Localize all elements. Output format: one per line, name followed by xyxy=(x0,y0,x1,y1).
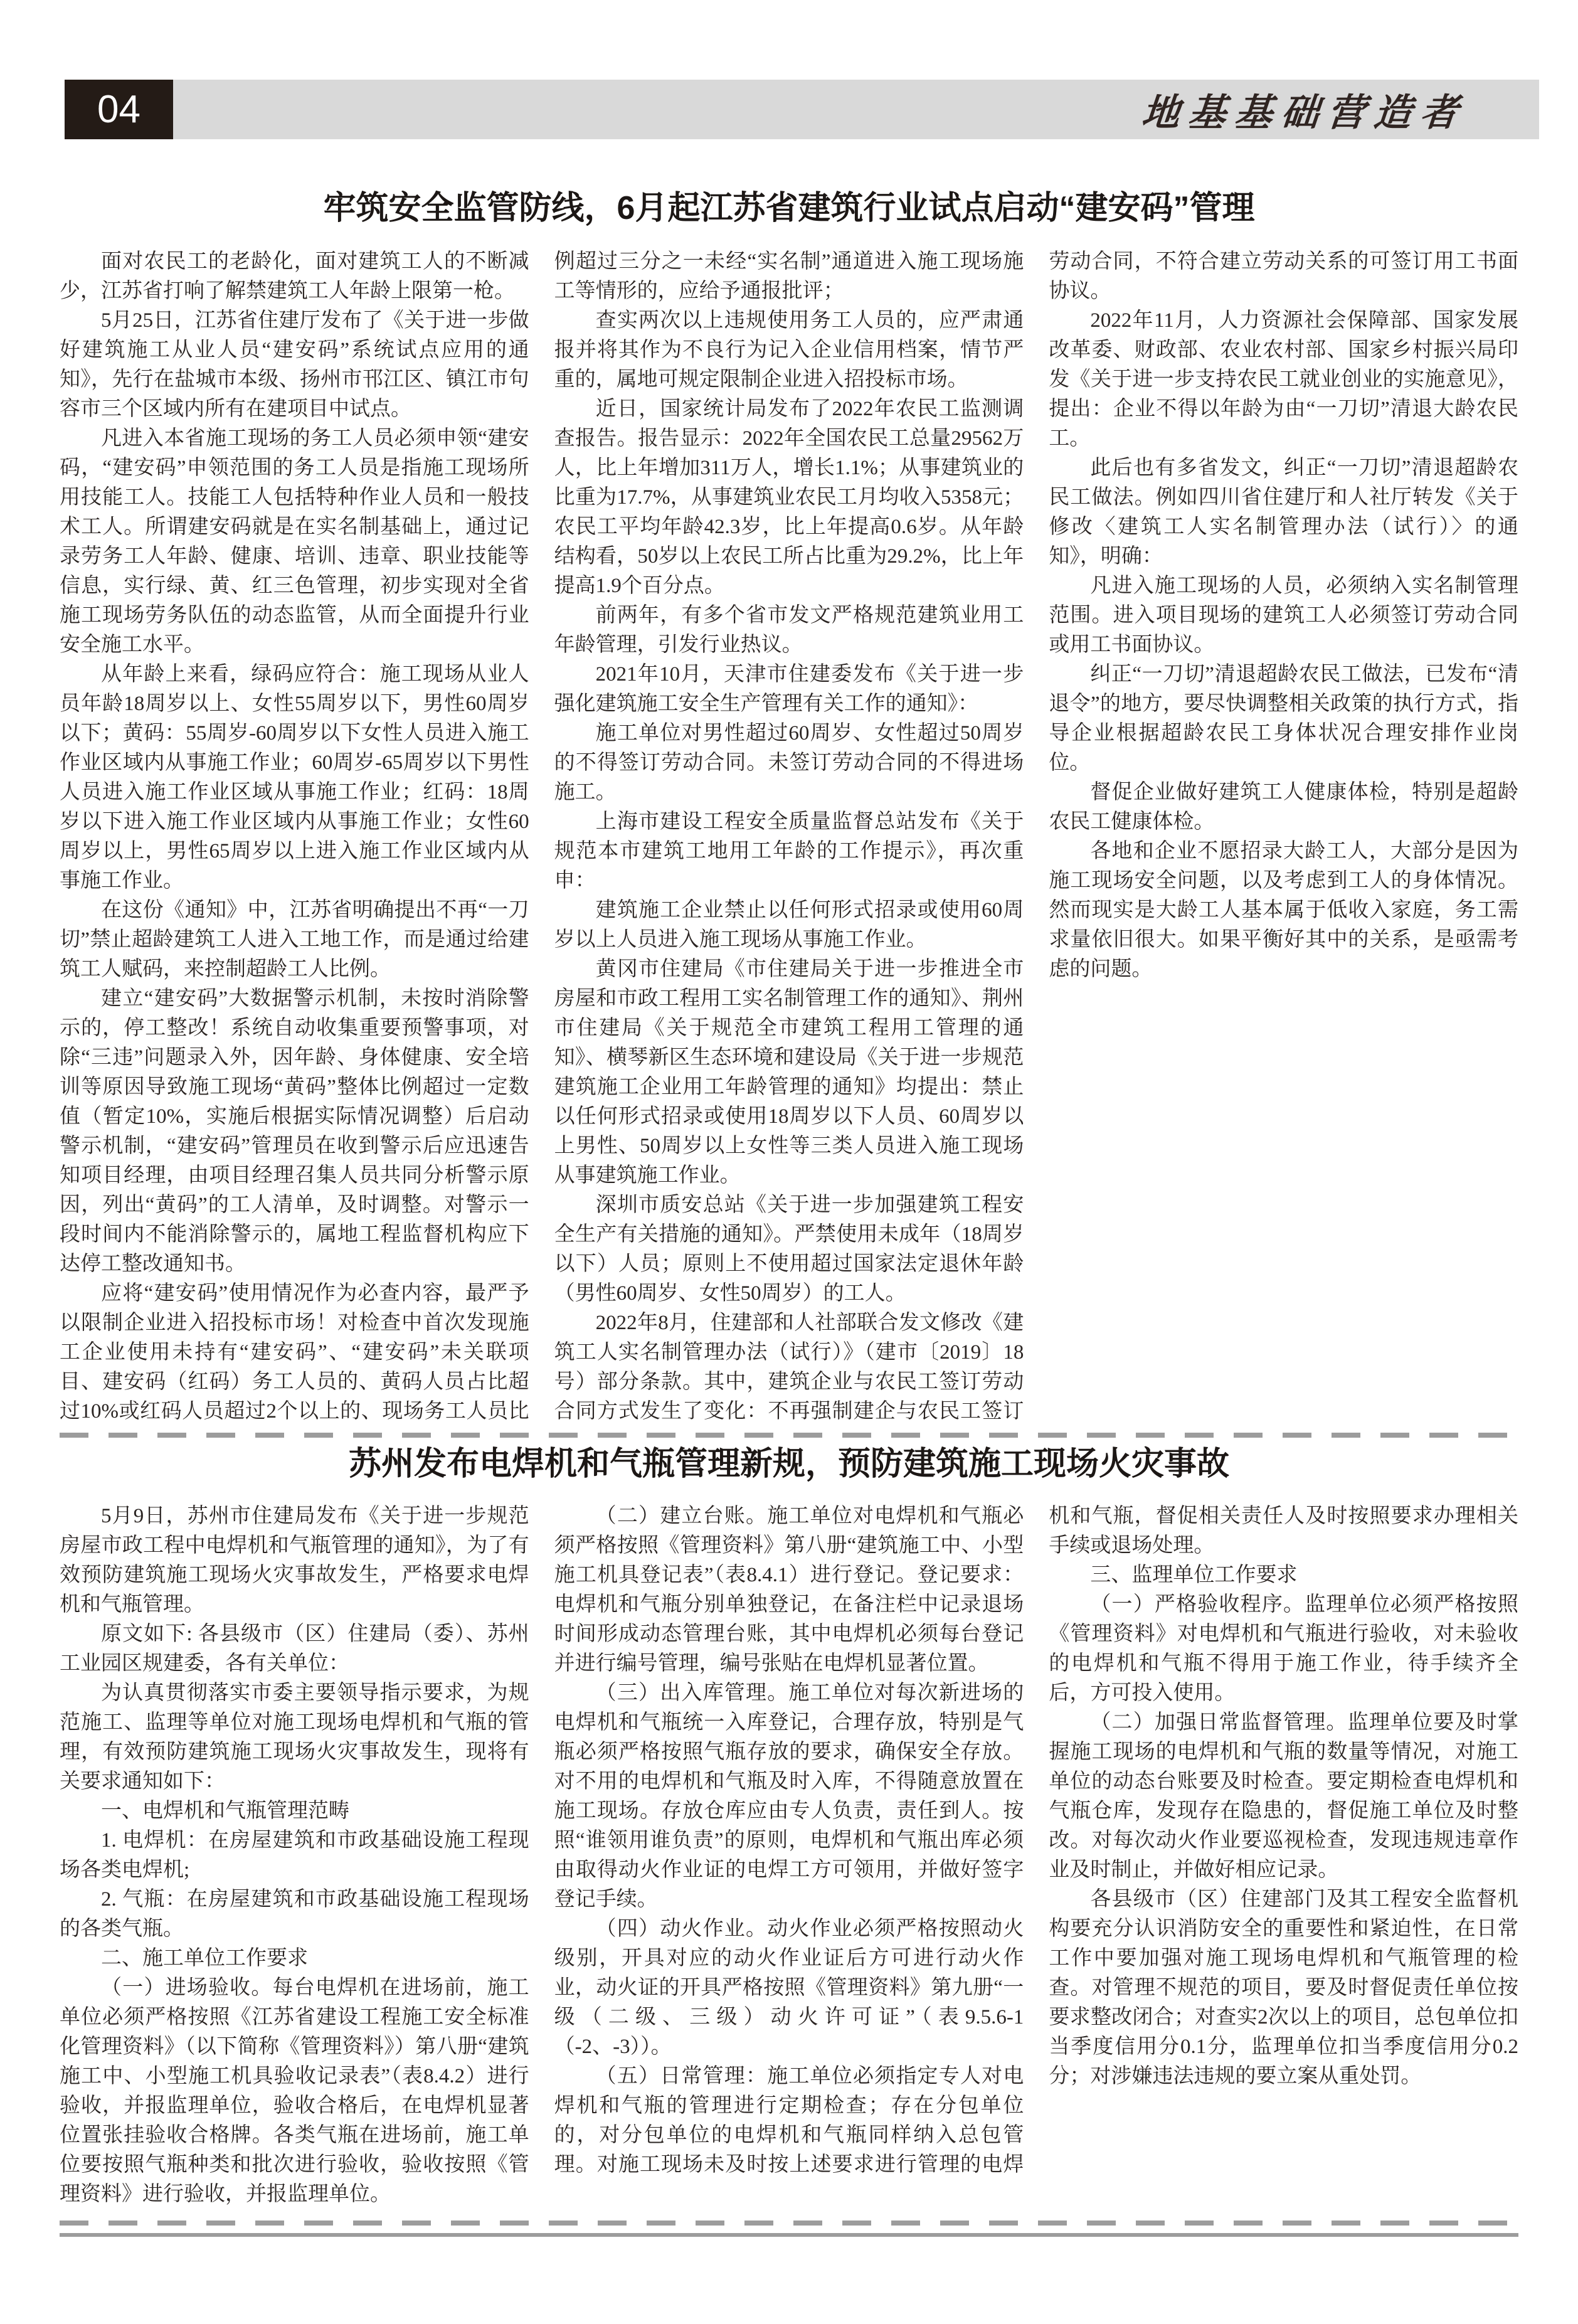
paragraph: （三）出入库管理。施工单位对每次新进场的电焊机和气瓶统一入库登记，合理存放，特别是气瓶必须严格按照气瓶存放的要求，确保安全存放。对不用的电焊机和气瓶及时入库，不得随意放置在施工现场。存放仓库应由专人负责，责任到人。按照“谁领用谁负责”的原则，电焊机和气瓶出库必须由取得动火作业证的电焊工方可领用，并做好签字登记手续。 xyxy=(554,1682,1024,1911)
page-number: 04 xyxy=(97,88,140,131)
paragraph: （二）加强日常监督管理。监理单位要及时掌握施工现场的电焊机和气瓶的数量等情况，对施工单位的动态台账要及时检查。要定期检查电焊机和气瓶仓库，发现存在隐患的，督促施工单位及时整改。对每次动火作业要巡视检查，发现违规违章作业及时制止，并做好相应记录。 xyxy=(1049,1711,1518,1881)
article-2-title: 苏州发布电焊机和气瓶管理新规，预防建筑施工现场火灾事故 xyxy=(348,1446,1229,1482)
paragraph: 5月9日，苏州市住建局发布《关于进一步规范房屋市政工程中电焊机和气瓶管理的通知》，为了有效预防建筑施工现场火灾事故发生，严格要求电焊机和气瓶管理。 xyxy=(60,1505,529,1616)
paragraph: （五）日常管理：施工单位必须指定专人对电焊机和气瓶的管理进行定期检查；存在分包单位的，对分包单位的电焊机和气瓶同样纳入总包管理。对施工现场未及时按上述要求进行管理的电焊机和气瓶，督促相关责任人及时按照要求办理相关手续或退场处理。 xyxy=(554,1505,1518,2176)
paragraph: 各县级市（区）住建部门及其工程安全监督机构要充分认识消防安全的重要性和紧迫性，在日常工作中要加强对施工现场电焊机和气瓶管理的检查。对管理不规范的项目，要及时督促责任单位按要求整改闭合；对查实2次以上的项目，总包单位扣当季度信用分0.1分，监理单位扣当季度信用分0.2分；对涉嫌违法违规的要立案从重处罚。 xyxy=(1049,1888,1518,2088)
paragraph: 在这份《通知》中，江苏省明确提出不再“一刀切”禁止超龄建筑工人进入工地工作，而是通过给建筑工人赋码，来控制超龄工人比例。 xyxy=(60,899,529,980)
paragraph: 各地和企业不愿招录大龄工人，大部分是因为施工现场安全问题，以及考虑到工人的身体情况。然而现实是大龄工人基本属于低收入家庭，务工需求量依旧很大。如果平衡好其中的关系，是亟需考虑的问题。 xyxy=(1049,840,1518,980)
paragraph: 上海市建设工程安全质量监督总站发布《关于规范本市建筑工地用工年龄的工作提示》，再次重申： xyxy=(554,810,1024,892)
paragraph: （四）动火作业。动火作业必须严格按照动火级别，开具对应的动火作业证后方可进行动火作业，动火证的开具严格按照《管理资料》第九册“一级（二级、三级）动火许可证”（表9.5.6-1（-2、-3））。 xyxy=(554,1918,1024,2058)
paragraph: （一）严格验收程序。监理单位必须严格按照《管理资料》对电焊机和气瓶进行验收，对未验收的电焊机和气瓶不得用于施工作业，待手续齐全后，方可投入使用。 xyxy=(1049,1593,1518,1704)
paragraph: 二、施工单位工作要求 xyxy=(101,1947,308,1970)
paragraph: 建立“建安码”大数据警示机制，未按时消除警示的，停工整改！系统自动收集重要预警事项，对除“三违”问题录入外，因年龄、身体健康、安全培训等原因导致施工现场“黄码”整体比例超过一定数值（暂定10%，实施后根据实际情况调整）后启动警示机制，“建安码”管理员在收到警示后应迅速告知项目经理，由项目经理召集人员共同分析警示原因，列出“黄码”的工人清单，及时调整。对警示一段时间内不能消除警示的，属地工程监督机构应下达停工整改通知书。 xyxy=(60,987,529,1275)
paragraph: 为认真贯彻落实市委主要领导指示要求，为规范施工、监理等单位对施工现场电焊机和气瓶的管理，有效预防建筑施工现场火灾事故发生，现将有关要求通知如下： xyxy=(60,1682,529,1793)
paragraph: 2. 气瓶：在房屋建筑和市政基础设施工程现场的各类气瓶。 xyxy=(60,1888,529,1940)
paragraph: 查实两次以上违规使用务工人员的，应严肃通报并将其作为不良行为记入企业信用档案，情节严重的，属地可规定限制企业进入招投标市场。 xyxy=(554,309,1024,391)
article-2-body xyxy=(60,1502,1518,2210)
paragraph: 凡进入施工现场的人员，必须纳入实名制管理范围。进入项目现场的建筑工人必须签订劳动合同或用工书面协议。 xyxy=(1049,575,1518,656)
footer-dashed-rule xyxy=(60,2221,1518,2226)
paragraph: （二）建立台账。施工单位对电焊机和气瓶必须严格按照《管理资料》第八册“建筑施工中、小型施工机具登记表”（表8.4.1）进行登记。登记要求：电焊机和气瓶分别单独登记，在备注栏中记录退场时间形成动态管理台账，其中电焊机必须每台登记并进行编号管理，编号张贴在电焊机显著位置。 xyxy=(554,1505,1024,1675)
paragraph: 2022年11月，人力资源社会保障部、国家发展改革委、财政部、农业农村部、国家乡村振兴局印发《关于进一步支持农民工就业创业的实施意见》，提出：企业不得以年龄为由“一刀切”清退大龄农民工。 xyxy=(1049,309,1518,450)
paragraph: 2022年8月，住建部和人社部联合发文修改《建筑工人实名制管理办法（试行）》（建市〔2019〕18号）部分条款。其中，建筑企业与农民工签订劳动合同方式发生了变化：不再强制建企与农民工签订劳动合同，不符合建立劳动关系的可签订用工书面协议。 xyxy=(554,250,1518,1423)
article-1-title: 牢筑安全监管防线，6月起江苏省建筑行业试点启动“建安码”管理 xyxy=(323,190,1255,226)
paragraph: 一、电焊机和气瓶管理范畴 xyxy=(101,1800,349,1822)
masthead-bar xyxy=(173,80,1539,139)
paragraph: 5月25日，江苏省住建厅发布了《关于进一步做好建筑施工从业人员“建安码”系统试点应用的通知》，先行在盐城市本级、扬州市邗江区、镇江市句容市三个区域内所有在建项目中试点。 xyxy=(60,309,529,420)
paragraph: 原文如下: 各县级市（区）住建局（委）、苏州工业园区规建委，各有关单位： xyxy=(60,1623,529,1675)
paragraph: 应将“建安码”使用情况作为必查内容，最严予以限制企业进入招投标市场！对检查中首次发现施工企业使用未持有“建安码”、“建安码”未关联项目、建安码（红码）务工人员的、黄码人员占比超过10%或红码人员超过2个以上的、现场务工人员比例超过三分之一未经“实名制”通道进入施工现场施工等情形的，应给予通报批评； xyxy=(60,250,1024,1423)
paragraph: 黄冈市住建局《市住建局关于进一步推进全市房屋和市政工程用工实名制管理工作的通知》、荆州市住建局《关于规范全市建筑工程用工管理的通知》、横琴新区生态环境和建设局《关于进一步规范建筑施工企业用工年龄管理的通知》均提出：禁止以任何形式招录或使用18周岁以下人员、60周岁以上男性、50周岁以上女性等三类人员进入施工现场从事建筑施工作业。 xyxy=(554,958,1024,1187)
paragraph: 前两年，有多个省市发文严格规范建筑业用工年龄管理，引发行业热议。 xyxy=(554,604,1024,656)
paragraph: 施工单位对男性超过60周岁、女性超过50周岁的不得签订劳动合同。未签订劳动合同的不得进场施工。 xyxy=(554,722,1024,804)
paragraph: 2021年10月，天津市住建委发布《关于进一步强化建筑施工安全生产管理有关工作的通知》： xyxy=(554,663,1024,715)
page-header xyxy=(65,80,1539,139)
article-divider-dashed-rule xyxy=(60,1433,1518,1438)
paragraph: 面对农民工的老龄化，面对建筑工人的不断减少，江苏省打响了解禁建筑工人年龄上限第一枪。 xyxy=(60,250,529,302)
article-1-body xyxy=(60,247,1518,1426)
paragraph: 从年龄上来看，绿码应符合：施工现场从业人员年龄18周岁以上、女性55周岁以下，男性60周岁以下；黄码：55周岁-60周岁以下女性人员进入施工作业区域内从事施工作业；60周岁-65周岁以下男性人员进入施工作业区域从事施工作业；红码：18周岁以下进入施工作业区域内从事施工作业；女性60周岁以上，男性65周岁以上进入施工作业区域内从事施工作业。 xyxy=(60,663,529,892)
paragraph: 纠正“一刀切”清退超龄农民工做法，已发布“清退令”的地方，要尽快调整相关政策的执行方式，指导企业根据超龄农民工身体状况合理安排作业岗位。 xyxy=(1049,663,1518,774)
paragraph: 凡进入本省施工现场的务工人员必须申领“建安码，“建安码”申领范围的务工人员是指施工现场所用技能工人。技能工人包括特种作业人员和一般技术工人。所谓建安码就是在实名制基础上，通过记录劳务工人年龄、健康、培训、违章、职业技能等信息，实行绿、黄、红三色管理，初步实现对全省施工现场劳务队伍的动态监管，从而全面提升行业安全施工水平。 xyxy=(60,427,529,656)
masthead-title: 地基基础营造者 xyxy=(1140,92,1469,134)
paragraph: 近日，国家统计局发布了2022年农民工监测调查报告。报告显示：2022年全国农民工总量29562万人，比上年增加311万人，增长1.1%；从事建筑业的比重为17.7%，从事建筑业农民工月均收入5358元；农民工平均年龄42.3岁，比上年提高0.6岁。从年龄结构看，50岁以上农民工所占比重为29.2%，比上年提高1.9个百分点。 xyxy=(554,398,1024,597)
paragraph: 深圳市质安总站《关于进一步加强建筑工程安全生产有关措施的通知》。严禁使用未成年（18周岁以下）人员；原则上不使用超过国家法定退休年龄（男性60周岁、女性50周岁）的工人。 xyxy=(554,1194,1024,1305)
paragraph: 此后也有多省发文，纠正“一刀切”清退超龄农民工做法。例如四川省住建厅和人社厅转发《关于修改〈建筑工人实名制管理办法（试行）〉的通知》，明确： xyxy=(1049,457,1518,568)
paragraph: 1. 电焊机：在房屋建筑和市政基础设施工程现场各类电焊机; xyxy=(60,1829,529,1881)
footer-solid-rule xyxy=(60,2233,1518,2237)
paragraph: （一）进场验收。每台电焊机在进场前，施工单位必须严格按照《江苏省建设工程施工安全标准化管理资料》（以下简称《管理资料》）第八册“建筑施工中、小型施工机具验收记录表”（表8.4.2）进行验收，并报监理单位，验收合格后，在电焊机显著位置张挂验收合格牌。各类气瓶在进场前，施工单位要按照气瓶种类和批次进行验收，验收按照《管理资料》进行验收，并报监理单位。 xyxy=(60,1976,529,2205)
page-number-box xyxy=(65,80,173,139)
paragraph: 督促企业做好建筑工人健康体检，特别是超龄农民工健康体检。 xyxy=(1049,781,1518,833)
paragraph: 三、监理单位工作要求 xyxy=(1090,1564,1298,1586)
paragraph: 建筑施工企业禁止以任何形式招录或使用60周岁以上人员进入施工现场从事施工作业。 xyxy=(554,899,1024,951)
